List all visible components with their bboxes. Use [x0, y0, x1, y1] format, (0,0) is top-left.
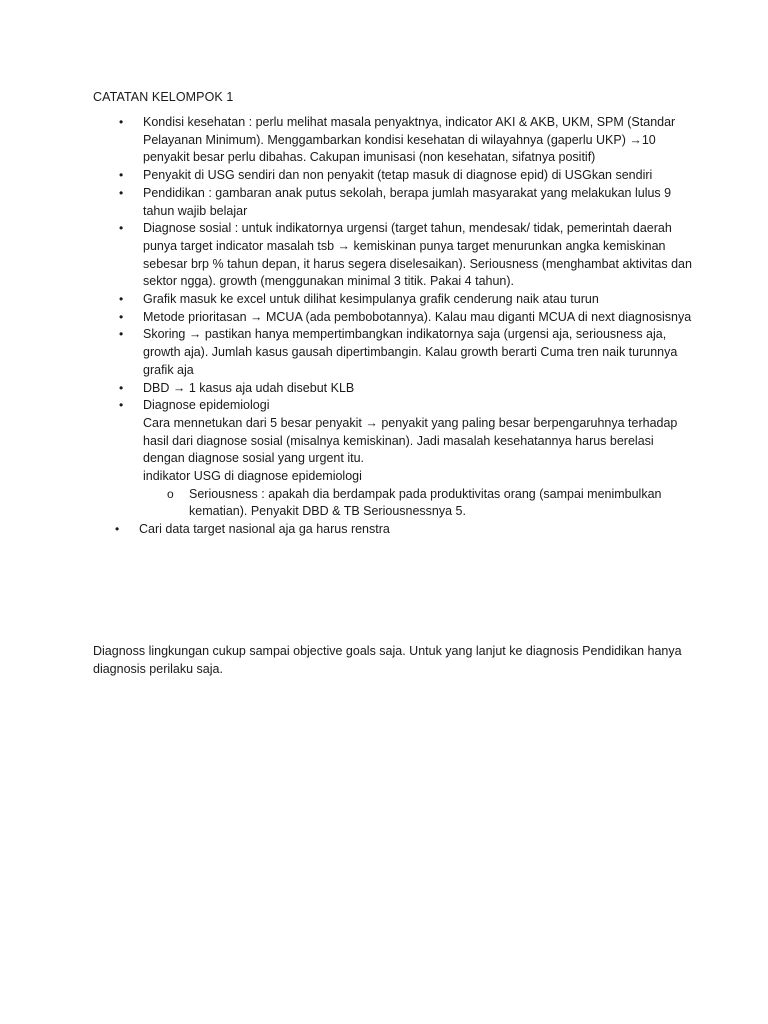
bullet-icon: •: [119, 309, 124, 324]
list-item: [93, 380, 693, 398]
list-item: [93, 326, 693, 379]
list-item-text: Cari data target nasional aja ga harus renstra: [139, 522, 390, 537]
sub-list-item: [143, 486, 693, 521]
sub-list-item-text: Seriousness : apakah dia berdampak pada produktivitas orang (sampai menimbulkan kematian). Penyakit DBD & TB Seriousnessnya 5.: [189, 486, 662, 519]
notes-list: [93, 114, 693, 539]
epidemiology-indicator-line: indikator USG di diagnose epidemiologi: [143, 469, 362, 484]
bullet-icon: •: [119, 292, 124, 307]
list-item-text: Metode prioritasan → MCUA (ada pembobotannya). Kalau mau diganti MCUA di next diagnosisnya: [143, 309, 692, 324]
list-item: [93, 167, 693, 185]
list-item-text: Grafik masuk ke excel untuk dilihat kesimpulanya grafik cenderung naik atau turun: [143, 292, 599, 307]
closing-note: Diagnoss lingkungan cukup sampai objective goals saja. Untuk yang lanjut ke diagnosis Pendidikan hanya diagnosis perilaku saja.: [93, 644, 682, 676]
list-item: [93, 291, 693, 309]
epidemiology-label: Diagnose epidemiologi: [143, 398, 270, 413]
list-item-text: DBD → 1 kasus aja udah disebut KLB: [143, 380, 355, 395]
list-item-text: Diagnose sosial : untuk indikatornya urgensi (target tahun, mendesak/ tidak, pemerintah daerah punya target indicator masalah tsb → kemiskinan punya target menurunkan angka kemiskinan sebesar brp % tahun depan, it harus segera diselesaikan). Seriousness (menghambat aktivitas dan sektor ngga). growth (menggunakan minimal 3 titik. Pakai 4 tahun).: [143, 221, 692, 289]
sub-list: [143, 486, 693, 521]
bullet-icon: •: [119, 398, 124, 413]
list-item-epidemiology: [93, 397, 693, 521]
list-item: [93, 114, 693, 167]
document-title: CATATAN KELOMPOK 1: [93, 90, 234, 104]
bullet-icon: •: [119, 327, 124, 342]
list-item: [93, 309, 693, 327]
circle-bullet-icon: o: [167, 486, 174, 501]
list-item-text: Kondisi kesehatan : perlu melihat masala penyaktnya, indicator AKI & AKB, UKM, SPM (Standar Pelayanan Minimum). Menggambarkan kondisi kesehatan di wilayahnya (gaperlu UKP) →10 penyakit besar perlu dibahas. Cakupan imunisasi (non kesehatan, sifatnya positif): [143, 115, 676, 165]
list-item-text: Penyakit di USG sendiri dan non penyakit (tetap masuk di diagnose epid) di USGkan sendiri: [143, 168, 653, 183]
bullet-icon: •: [115, 522, 120, 537]
list-item: [93, 220, 693, 291]
bullet-icon: •: [119, 115, 124, 129]
list-item: [93, 185, 693, 220]
list-item: [93, 521, 693, 539]
list-item-text: Pendidikan : gambaran anak putus sekolah, berapa jumlah masyarakat yang melakukan lulus 9 tahun wajib belajar: [143, 185, 672, 218]
list-item-text: Skoring → pastikan hanya mempertimbangkan indikatornya saja (urgensi aja, seriousness aja, growth aja). Jumlah kasus gausah dipertimbangin. Kalau growth berarti Cuma tren naik turunnya grafik aja: [143, 327, 678, 377]
bullet-icon: •: [119, 221, 124, 236]
bullet-icon: •: [119, 168, 124, 183]
epidemiology-paragraph: Cara mennetukan dari 5 besar penyakit → penyakit yang paling besar berpengaruhnya terhadap hasil dari diagnose sosial (misalnya kemiskinan). Jadi masalah kesehatannya harus berelasi dengan diagnose sosial yang urgent itu.: [143, 415, 678, 466]
bullet-icon: •: [119, 380, 124, 395]
bullet-icon: •: [119, 185, 124, 200]
